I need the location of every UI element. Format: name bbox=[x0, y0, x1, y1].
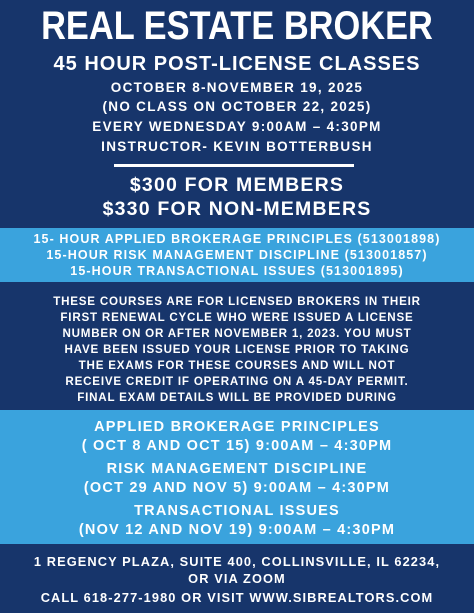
footer-address: 1 REGENCY PLAZA, SUITE 400, COLLINSVILLE, IL 62234, bbox=[33, 554, 441, 569]
notice-line: THESE COURSES ARE FOR LICENSED BROKERS IN THEIR bbox=[53, 295, 421, 308]
price-non-members: $330 FOR NON-MEMBERS bbox=[102, 198, 372, 220]
notice-line: FINAL EXAM DETAILS WILL BE PROVIDED DURING bbox=[77, 391, 397, 404]
schedule-course-name: TRANSACTIONAL ISSUES bbox=[134, 503, 340, 519]
no-class-note: (NO CLASS ON OCTOBER 22, 2025) bbox=[102, 99, 372, 114]
notice-line: NUMBER ON OR AFTER NOVEMBER 1, 2023. YOU MUST bbox=[62, 327, 412, 340]
schedule-course-dates: (NOV 12 AND NOV 19) 9:00AM – 4:30PM bbox=[78, 522, 396, 538]
price-members: $300 FOR MEMBERS bbox=[129, 174, 345, 196]
header-section bbox=[0, 0, 474, 165]
schedule-course-name: RISK MANAGEMENT DISCIPLINE bbox=[106, 461, 368, 477]
courses-band bbox=[0, 228, 474, 282]
footer-zoom: OR VIA ZOOM bbox=[188, 571, 286, 586]
class-schedule: EVERY WEDNESDAY 9:00AM – 4:30PM bbox=[92, 119, 382, 134]
notice-line: THE EXAMS FOR THESE COURSES AND WILL NOT bbox=[78, 359, 396, 372]
class-dates: OCTOBER 8-NOVEMBER 19, 2025 bbox=[110, 80, 364, 95]
schedule-course-dates: (OCT 29 AND NOV 5) 9:00AM – 4:30PM bbox=[83, 480, 391, 496]
notice-band bbox=[0, 284, 474, 408]
flyer-subtitle: 45 HOUR POST-LICENSE CLASSES bbox=[53, 53, 421, 75]
footer-contact: CALL 618-277-1980 OR VISIT WWW.SIBREALTORS.COM bbox=[40, 590, 434, 605]
course-item: 15-HOUR TRANSACTIONAL ISSUES (513001895) bbox=[70, 264, 404, 278]
schedule-course-name: APPLIED BROKERAGE PRINCIPLES bbox=[94, 419, 380, 435]
flyer-title: REAL ESTATE BROKER bbox=[41, 4, 433, 48]
course-item: 15- HOUR APPLIED BROKERAGE PRINCIPLES (513001898) bbox=[33, 232, 441, 246]
header-divider bbox=[114, 164, 354, 167]
course-item: 15-HOUR RISK MANAGEMENT DISCIPLINE (513001857) bbox=[46, 248, 428, 262]
notice-line: HAVE BEEN ISSUED YOUR LICENSE PRIOR TO TAKING bbox=[64, 343, 410, 356]
instructor: INSTRUCTOR- KEVIN BOTTERBUSH bbox=[101, 139, 373, 154]
schedule-band bbox=[0, 410, 474, 544]
notice-line: FIRST RENEWAL CYCLE WHO WERE ISSUED A LICENSE bbox=[60, 311, 414, 324]
notice-line: RECEIVE CREDIT IF OPERATING ON A 45-DAY PERMIT. bbox=[65, 375, 409, 388]
footer-section bbox=[0, 546, 474, 613]
schedule-course-dates: ( OCT 8 AND OCT 15) 9:00AM – 4:30PM bbox=[81, 438, 393, 454]
